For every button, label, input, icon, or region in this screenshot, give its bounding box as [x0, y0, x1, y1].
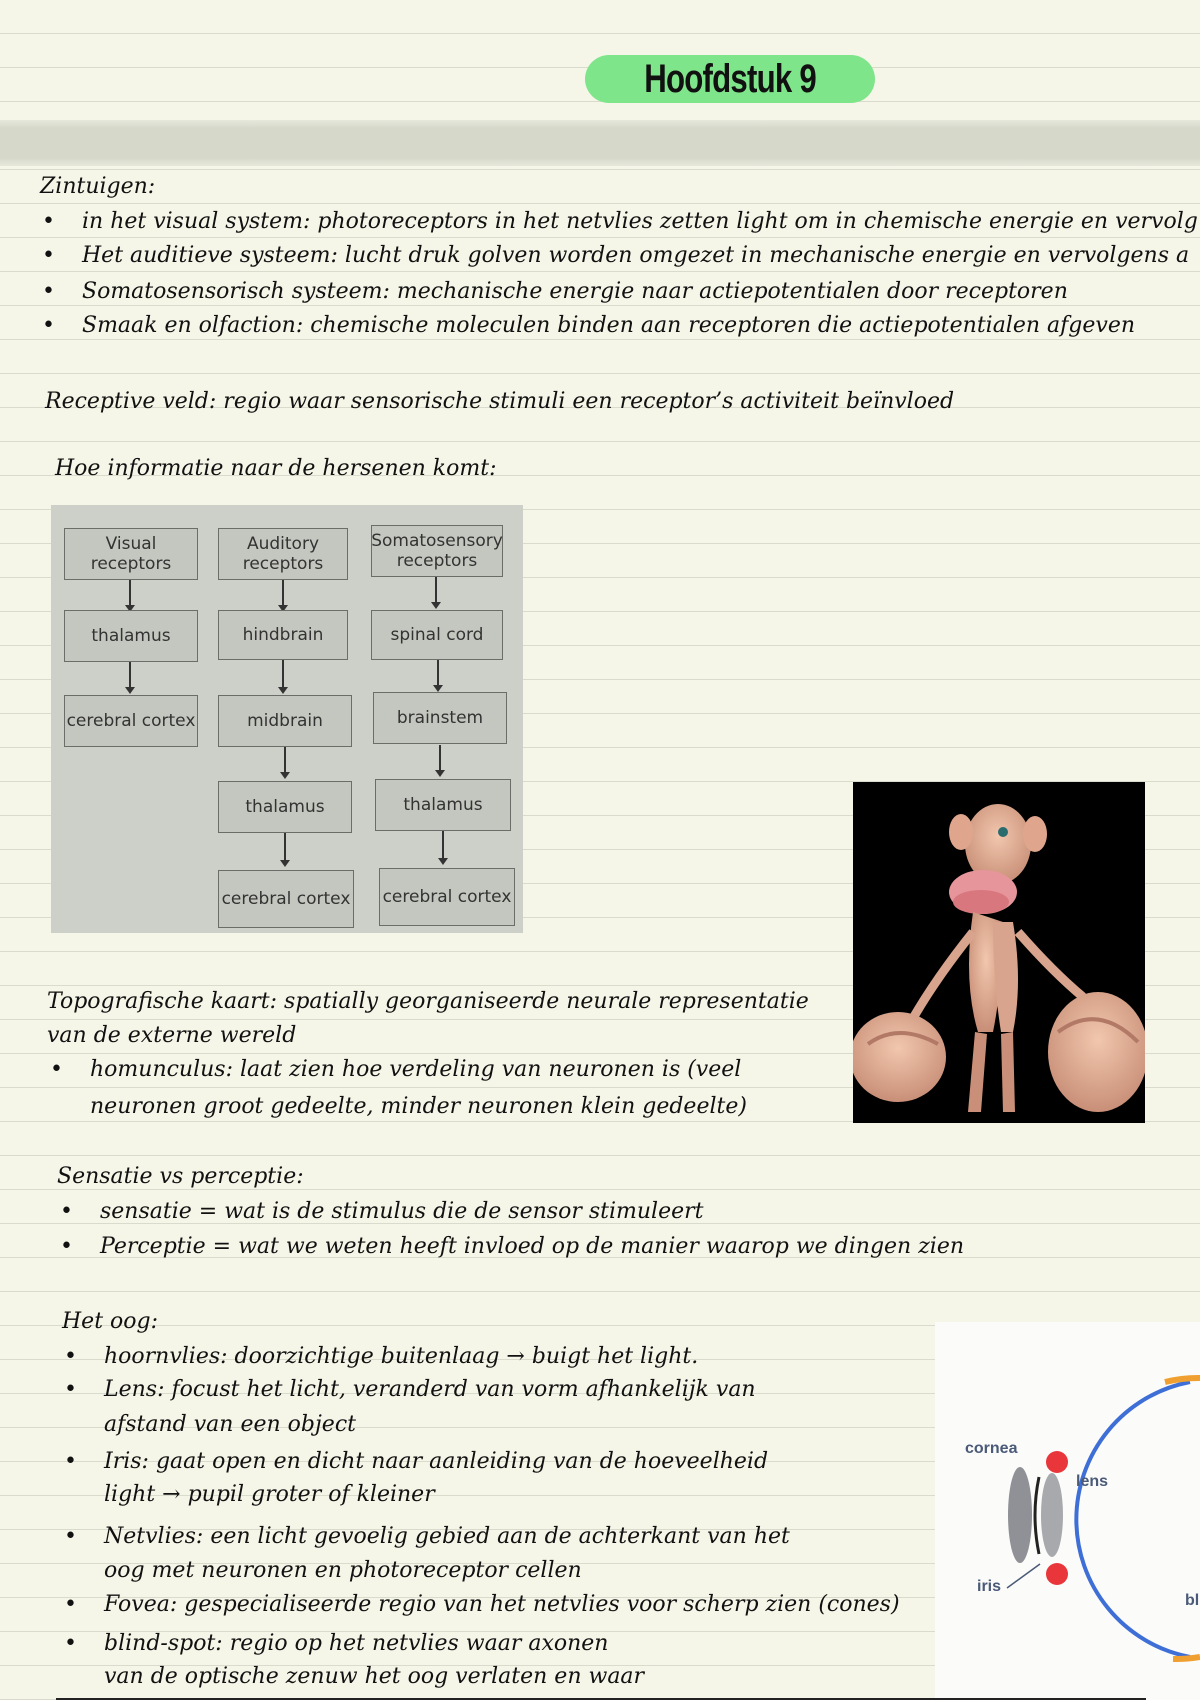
cerebral-cortex-box: cerebral cortex	[64, 695, 198, 747]
list-item-continuation: oog met neuronen en photoreceptor cellen	[104, 1558, 582, 1583]
spinal-cord-box: spinal cord	[371, 610, 503, 660]
list-item: • sensatie = wat is de stimulus die de sensor stimuleert	[100, 1195, 703, 1229]
eye-diagram	[935, 1322, 1200, 1700]
list-item-continuation: neuronen groot gedeelte, minder neuronen klein gedeelte)	[90, 1094, 747, 1119]
arrow	[282, 660, 284, 688]
list-item: • blind-spot: regio op het netvlies waar axonen	[104, 1627, 608, 1661]
arrow	[284, 833, 286, 861]
midbrain-box: midbrain	[218, 695, 352, 747]
list-item: • Lens: focust het licht, veranderd van vorm afhankelijk van	[104, 1373, 756, 1407]
list-item-continuation: light → pupil groter of kleiner	[104, 1482, 435, 1507]
sensatie-heading: Sensatie vs perceptie:	[57, 1164, 304, 1189]
cerebral-cortex-box: cerebral cortex	[379, 868, 515, 926]
oog-heading: Het oog:	[62, 1309, 159, 1334]
list-item: • Smaak en olfaction: chemische moleculen binden aan receptoren die actiepotentialen afgeven	[82, 309, 1135, 343]
arrow	[435, 577, 437, 603]
topografische-kaart-line-2: van de externe wereld	[47, 1023, 297, 1048]
list-item: • hoornvlies: doorzichtige buitenlaag → buigt het light.	[104, 1340, 698, 1374]
list-item: • Het auditieve systeem: lucht druk golven worden omgezet in mechanische energie en vervolgens a	[82, 239, 1189, 273]
list-item: • Fovea: gespecialiseerde regio van het netvlies voor scherp zien (cones)	[104, 1588, 900, 1622]
auditory-receptors-box: Auditory receptors	[218, 528, 348, 580]
list-item-continuation: afstand van een object	[104, 1412, 356, 1437]
visual-receptors-box: Visual receptors	[64, 528, 198, 580]
topografische-kaart-line-1: Topografische kaart: spatially georganiseerde neurale representatie	[47, 989, 809, 1014]
homunculus-image	[853, 782, 1145, 1123]
arrow	[129, 580, 131, 606]
list-item: • Netvlies: een licht gevoelig gebied aan de achterkant van het	[104, 1520, 790, 1554]
arrow	[284, 747, 286, 773]
list-item: • Somatosensorisch systeem: mechanische energie naar actiepotentialen door receptoren	[82, 275, 1068, 309]
list-item: • in het visual system: photoreceptors in het netvlies zetten light om in chemische energie en vervolg	[82, 205, 1198, 239]
brainstem-box: brainstem	[373, 692, 507, 744]
cerebral-cortex-box: cerebral cortex	[218, 870, 354, 928]
receptive-field-definition: Receptive veld: regio waar sensorische stimuli een receptor’s activiteit beïnvloed	[45, 389, 955, 414]
thalamus-box: thalamus	[375, 779, 511, 831]
hindbrain-box: hindbrain	[218, 610, 348, 660]
arrow	[442, 831, 444, 859]
somatosensory-receptors-box: Somatosensory receptors	[371, 525, 503, 577]
cornea-label: cornea	[965, 1440, 1018, 1457]
sensory-pathway-diagram	[51, 505, 523, 933]
zintuigen-heading: Zintuigen:	[40, 174, 156, 199]
list-item-continuation: van de optische zenuw het oog verlaten en waar	[104, 1664, 645, 1689]
list-item: • homunculus: laat zien hoe verdeling van neuronen is (veel	[90, 1053, 741, 1087]
list-item: • Iris: gaat open en dicht naar aanleiding van de hoeveelheid	[104, 1445, 768, 1479]
hoe-heading: Hoe informatie naar de hersenen komt:	[55, 456, 497, 481]
header-divider-band	[0, 120, 1200, 166]
page-title: Hoofdstuk 9	[644, 57, 816, 101]
arrow	[437, 660, 439, 686]
thalamus-box: thalamus	[218, 781, 352, 833]
iris-label: iris	[977, 1578, 1002, 1595]
lens-label: lens	[1076, 1473, 1109, 1490]
arrow	[129, 662, 131, 688]
arrow	[439, 745, 441, 771]
thalamus-box: thalamus	[64, 610, 198, 662]
arrow	[282, 580, 284, 606]
list-item: • Perceptie = wat we weten heeft invloed op de manier waarop we dingen zien	[100, 1230, 964, 1264]
title-highlight	[585, 55, 875, 103]
cut-off-label: bl	[1185, 1592, 1200, 1609]
